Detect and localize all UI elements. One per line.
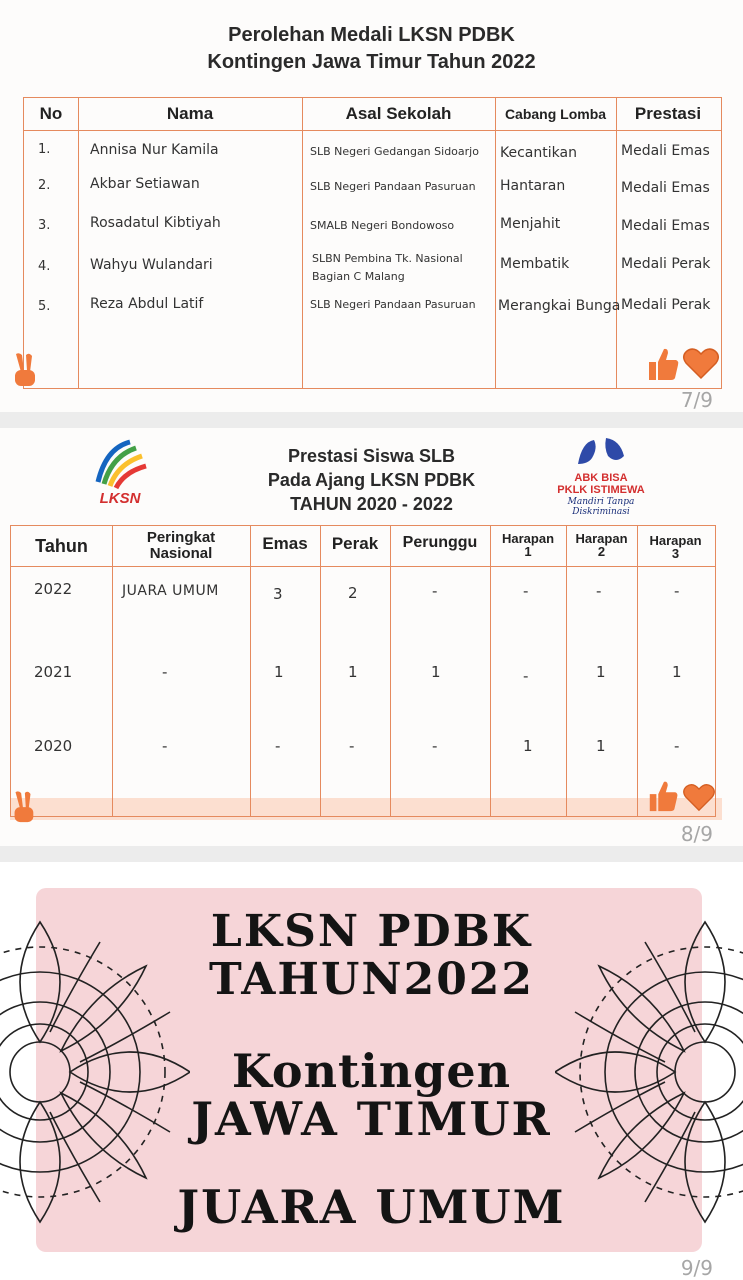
headline-line-3: Kontingen — [231, 1044, 512, 1098]
headline-line-1: LKSN PDBK — [210, 906, 533, 957]
headline-line-5: JUARA UMUM — [177, 1180, 566, 1234]
header-peringkat: Peringkat Nasional — [146, 529, 216, 562]
thumbs-up-icon — [646, 778, 680, 814]
abk-logo-tagline: Mandiri Tanpa Diskriminasi — [567, 497, 635, 517]
slide-counter: 8/9 — [680, 822, 713, 846]
lksn-logo — [90, 438, 150, 512]
heart-icon — [682, 346, 720, 380]
headline-line-2: TAHUN2022 — [208, 954, 535, 1005]
title-line-2: Kontingen Jawa Timur Tahun 2022 — [207, 51, 536, 73]
abk-bisa-logo — [542, 434, 660, 517]
header-no: No — [39, 104, 63, 123]
heart-icon — [682, 782, 716, 812]
slide-title — [0, 22, 743, 76]
achievement-table — [10, 525, 716, 817]
title-line-1: Prestasi Siswa SLB — [287, 446, 456, 466]
slide-counter: 9/9 — [680, 1256, 713, 1280]
victory-hand-icon — [8, 352, 40, 390]
header-prestasi: Prestasi — [634, 104, 702, 123]
header-asal-sekolah: Asal Sekolah — [345, 104, 452, 123]
victory-hand-icon — [8, 790, 38, 826]
header-harapan-2: Harapan 2 — [575, 531, 628, 559]
slide-8: LKSN Prestasi Siswa SLB Pada Ajang LKSN PDBK TAHUN 2020 - 2022 ABK BISA PKLK ISTIMEWA Mandiri Tanpa Diskriminasi Tahun Peringkat Nasional Emas Perak Perunggu Harapan 1 Harapan 2 Harapan 3 2022 JUARA UMUM 3 2 - - - - 2021 - 1 1 1 - 1 1 2020 - - - - 1 1 - 8/9 — [0, 428, 743, 846]
abk-logo-line-1: ABK BISA — [574, 472, 628, 484]
headline-line-4: JAWA TIMUR — [191, 1092, 552, 1146]
header-harapan-1: Harapan 1 — [501, 531, 555, 559]
thumbs-up-icon — [645, 346, 681, 382]
title-line-1: Perolehan Medali LKSN PDBK — [228, 24, 515, 46]
abk-logo-line-2: PKLK ISTIMEWA — [557, 484, 645, 496]
slide-title — [200, 444, 543, 516]
header-nama: Nama — [166, 104, 214, 123]
header-emas: Emas — [262, 534, 308, 553]
title-line-2: Pada Ajang LKSN PDBK — [267, 470, 476, 490]
title-line-3: TAHUN 2020 - 2022 — [290, 494, 453, 514]
header-perak: Perak — [331, 534, 379, 553]
header-cabang-lomba: Cabang Lomba — [504, 106, 607, 122]
medal-table — [23, 97, 722, 389]
lksn-logo-text: LKSN — [99, 490, 141, 507]
header-tahun: Tahun — [35, 536, 88, 556]
header-perunggu: Perunggu — [402, 534, 478, 551]
slide-counter: 7/9 — [680, 388, 713, 412]
slide-7: Perolehan Medali LKSN PDBK Kontingen Jawa Timur Tahun 2022 No Nama Asal Sekolah Cabang Lomba Prestasi 1. Annisa Nur Kamila SLB Negeri Gedangan Sidoarjo Kecantikan Medali Emas 2. Akbar Setiawan SLB Negeri Pandaan Pasuruan Hantaran Medali Emas 3. Rosadatul Kibtiyah SMALB Negeri Bondowoso Menjahit Medali Emas 4. Wahyu Wulandari SLBN Pembina Tk. Nasional Bagian C Malang Membatik Medali Perak 5. Reza Abdul Latif SLB Negeri Pandaan Pasuruan Merangkai Bunga Medali Perak 7/9 — [0, 0, 743, 412]
header-harapan-3: Harapan 3 — [649, 533, 702, 561]
slide-9 — [0, 862, 743, 1280]
